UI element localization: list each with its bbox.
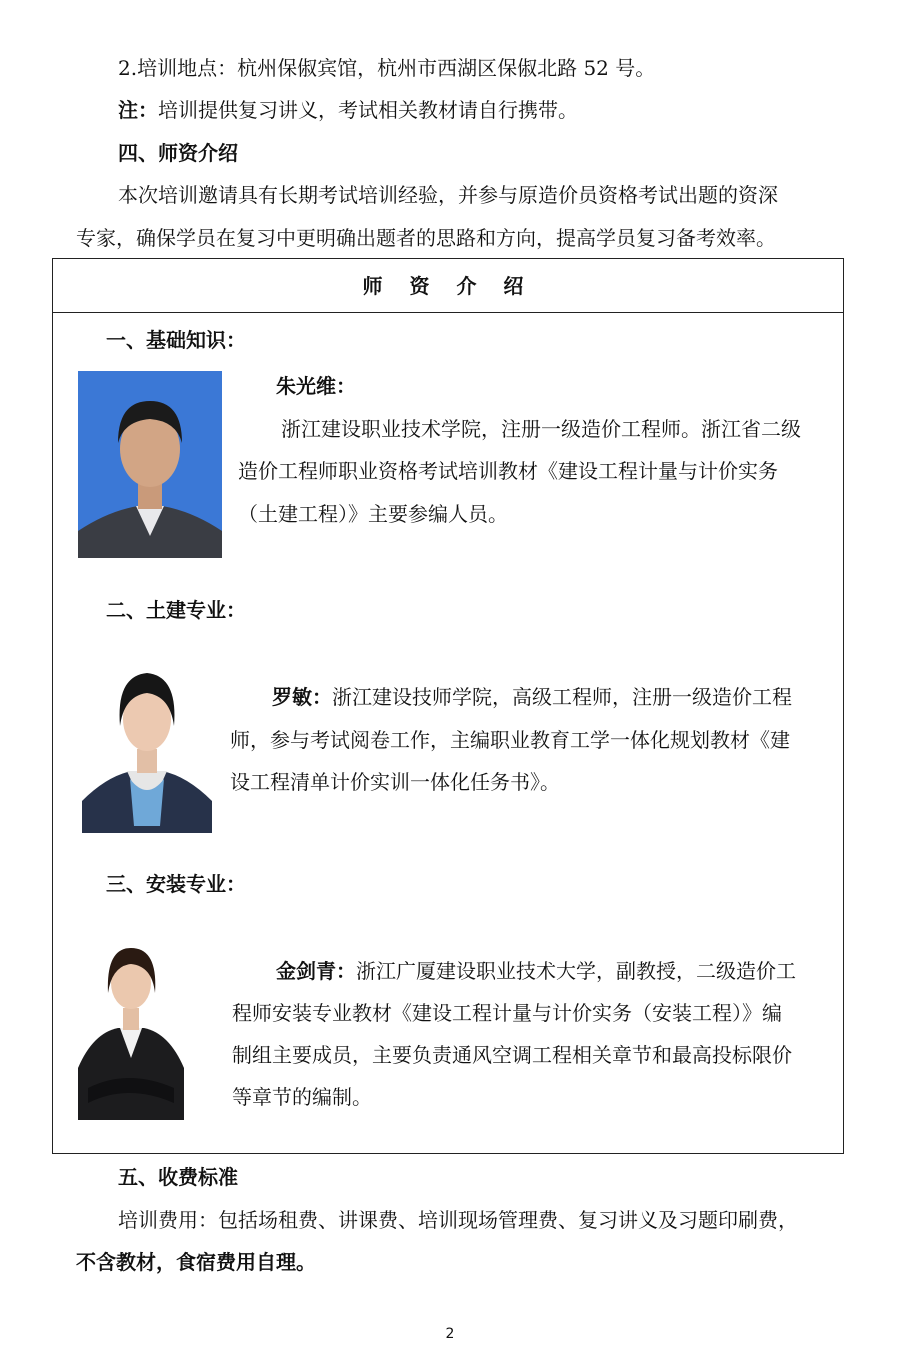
faculty-bio-line: 师，参与考试阅卷工作，主编职业教育工学一体化规划教材《建	[230, 728, 790, 752]
faculty-section-heading: 二、土建专业：	[106, 598, 246, 622]
photo-luo-min	[82, 641, 212, 833]
faculty-bio-line: 浙江建设技师学院，高级工程师，注册一级造价工程	[332, 685, 792, 709]
photo-zhu-guangwei	[78, 371, 222, 558]
section-heading-fees: 五、收费标准	[118, 1165, 238, 1189]
page-number: 2	[445, 1326, 455, 1342]
faculty-bio-line: 浙江建设职业技术学院，注册一级造价工程师。浙江省二级	[281, 417, 801, 441]
faculty-name: 罗敏：	[272, 685, 332, 709]
faculty-bio-line: 等章节的编制。	[232, 1085, 372, 1109]
faculty-bio-line: 造价工程师职业资格考试培训教材《建设工程计量与计价实务	[238, 459, 778, 483]
note-text: 培训提供复习讲义，考试相关教材请自行携带。	[158, 98, 578, 122]
faculty-name: 朱光维：	[276, 374, 356, 398]
photo-jin-jianqing	[78, 938, 184, 1120]
note-line	[118, 96, 578, 124]
faculty-section-heading: 一、基础知识：	[106, 328, 246, 352]
note-label: 注：	[118, 98, 158, 122]
faculty-bio-line: 浙江广厦建设职业技术大学，副教授，二级造价工	[356, 959, 796, 983]
faculty-name: 金剑青：	[276, 959, 356, 983]
faculty-bio-line: 制组主要成员，主要负责通风空调工程相关章节和最高投标限价	[232, 1043, 792, 1067]
faculty-section-heading: 三、安装专业：	[106, 872, 246, 896]
section-heading-faculty: 四、师资介绍	[118, 141, 238, 165]
faculty-intro-line-2: 专家，确保学员在复习中更明确出题者的思路和方向，提高学员复习备考效率。	[76, 226, 776, 250]
training-location-line: 2.培训地点：杭州保俶宾馆，杭州市西湖区保俶北路 52 号。	[118, 56, 656, 80]
faculty-intro-line-1: 本次培训邀请具有长期考试培训经验，并参与原造价员资格考试出题的资深	[118, 183, 778, 207]
faculty-bio-first-line	[276, 957, 796, 985]
faculty-bio-line: 程师安装专业教材《建设工程计量与计价实务（安装工程）》编	[232, 1001, 782, 1025]
fees-line-2: 不含教材，食宿费用自理。	[76, 1250, 316, 1274]
faculty-bio-line: 设工程清单计价实训一体化任务书》。	[230, 770, 560, 794]
fees-line-1: 培训费用：包括场租费、讲课费、培训现场管理费、复习讲义及习题印刷费，	[118, 1208, 798, 1232]
faculty-bio-line: （土建工程）》主要参编人员。	[238, 502, 508, 526]
faculty-table-header: 师 资 介 绍	[53, 259, 843, 313]
faculty-bio-first-line	[272, 683, 792, 711]
